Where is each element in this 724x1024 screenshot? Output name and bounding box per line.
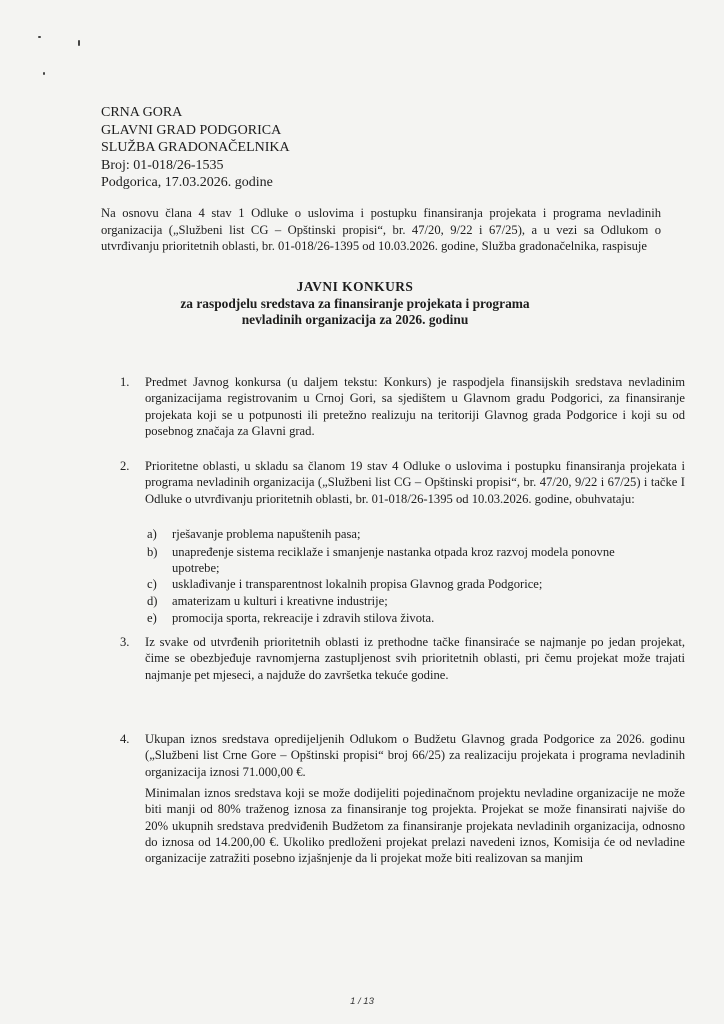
list-item-text: usklađivanje i transparentnost lokalnih propisa Glavnog grada Podgorice; — [172, 577, 543, 591]
title-main: JAVNI KONKURS — [296, 279, 414, 294]
title-sub-1: za raspodjelu sredstava za finansiranje projekata i programa — [180, 295, 530, 311]
city-line: GLAVNI GRAD PODGORICA — [101, 122, 282, 138]
letterhead — [101, 104, 290, 192]
list-item-label: a) — [147, 527, 157, 541]
scan-speck — [38, 36, 41, 38]
section-number: 1. — [120, 375, 130, 389]
list-item-text: rješavanje problema napuštenih pasa; — [172, 527, 361, 541]
country-line: CRNA GORA — [101, 105, 183, 120]
title-sub-2: nevladinih organizacija za 2026. godinu — [241, 312, 469, 327]
page-number: 1 / 13 — [350, 996, 374, 1007]
section-number: 2. — [120, 459, 130, 473]
section-text: Ukupan iznos sredstava opredijeljenih Odlukom o Budžetu Glavnog grada Podgorice za 2026. godinu („Službeni list Crne Gore – Opštinski propisi“ broj 66/25) za realizaciju projekata i programa nevladinih organizacija iznosi 71.000,00 €. — [145, 732, 685, 779]
list-item-text: promocija sporta, rekreacije i zdravih stilova života. — [172, 611, 435, 625]
list-item-text: amaterizam u kulturi i kreativne industrije; — [172, 594, 388, 608]
list-item-label: d) — [147, 594, 158, 608]
office-line: SLUŽBA GRADONAČELNIKA — [101, 140, 290, 156]
list-item-label: e) — [147, 611, 157, 625]
section-number: 4. — [120, 732, 130, 746]
section-text: Iz svake od utvrđenih prioritetnih oblasti iz prethodne tačke finansiraće se najmanje po jedan projekat, čime se obezbjeđuje ravnomjerna zastupljenost svih prioritetnih oblasti, pri čemu projekat može trajati najmanje pet mjeseci, a najduže do završetka tekuće godine. — [145, 635, 685, 682]
place-date: Podgorica, 17.03.2026. godine — [101, 175, 273, 191]
scan-speck — [43, 72, 45, 75]
section-number: 3. — [120, 635, 130, 649]
section-text: Prioritetne oblasti, u skladu sa članom 19 stav 4 Odluke o uslovima i postupku finansiranja projekata i programa nevladinih organizacija („Službeni list CG – Opštinski propisi“, br. 47/20, 9/22 i 67/25) i tačke I Odluke o utvrđivanju prioritetnih oblasti, br. 01-018/26-1395 od 10.03.2026. godine, obuhvataju: — [145, 459, 685, 506]
list-item-label: b) — [147, 545, 158, 559]
section-text-continued: Minimalan iznos sredstava koji se može dodijeliti pojedinačnom projektu nevladine organizacije ne može biti manji od 80% traženog iznosa za finansiranje tog projekta. Projekat se može finansirati najviše do 20% ukupnih sredstava predviđenih Budžetom za finansiranje projekata nevladinih organizacija, odnosno do iznosa od 14.200,00 €. Ukoliko predloženi projekat prelazi navedeni iznos, Komisija će od nevladine organizacije zatražiti posebno izjašnjenje da li projekat može biti realizovan sa manjim — [145, 786, 685, 866]
intro-paragraph: Na osnovu člana 4 stav 1 Odluke o uslovima i postupku finansiranja projekata i programa nevladinih organizacija („Službeni list CG – Opštinski propisi“, br. 47/20, 9/22 i 67/25), a u vezi sa Odlukom o utvrđivanju prioritetnih oblasti, br. 01-018/26-1395 od 10.03.2026. godine, Služba gradonačelnika, raspisuje — [101, 206, 661, 253]
section-text: Predmet Javnog konkursa (u daljem tekstu: Konkurs) je raspodjela finansijskih sredstava nevladinim organizacijama registrovanim u Crnoj Gori, sa sjedištem u Glavnom gradu Podgorici, za finansiranje projekata koji se u potpunosti ili pretežno realizuju na teritoriji Glavnog grada Podgorice i koji su od posebnog značaja za Glavni grad. — [145, 375, 685, 438]
document-title — [120, 279, 590, 329]
reference-number: Broj: 01-018/26-1535 — [101, 157, 224, 173]
list-item-label: c) — [147, 577, 157, 591]
scan-speck — [78, 40, 80, 46]
list-item-text: unapređenje sistema reciklaže i smanjenje nastanka otpada kroz razvoj modela ponovne upotrebe; — [172, 545, 615, 576]
